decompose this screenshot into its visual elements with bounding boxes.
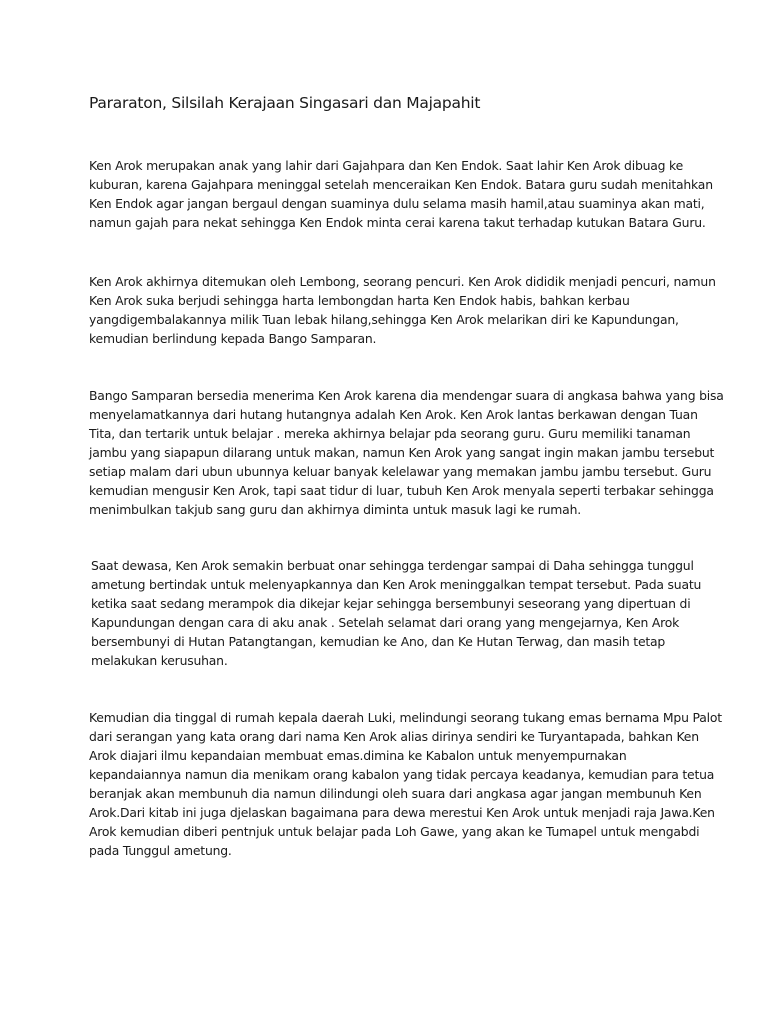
- paragraph-5: [89, 708, 722, 860]
- paragraph-line: setiap malam dari ubun ubunnya keluar banyak kelelawar yang memakan jambu jambu tersebut. Guru: [89, 464, 712, 479]
- paragraph-line: kuburan, karena Gajahpara meninggal setelah menceraikan Ken Endok. Batara guru sudah menitahkan: [89, 177, 713, 192]
- paragraph-line: Ken Arok suka berjudi sehingga harta lembongdan harta Ken Endok habis, bahkan kerbau: [89, 293, 630, 308]
- paragraph-line: Kemudian dia tinggal di rumah kepala daerah Luki, melindungi seorang tukang emas bernama Mpu Palot: [89, 710, 722, 725]
- paragraph-line: namun gajah para nekat sehingga Ken Endok minta cerai karena takut terhadap kutukan Batara Guru.: [89, 215, 706, 230]
- paragraph-line: Kapundungan dengan cara di aku anak . Setelah selamat dari orang yang mengejarnya, Ken Arok: [91, 615, 680, 630]
- paragraph-line: melakukan kerusuhan.: [91, 653, 228, 668]
- paragraph-line: Saat dewasa, Ken Arok semakin berbuat onar sehingga terdengar sampai di Daha sehingga tunggul: [91, 558, 694, 573]
- paragraph-1: [89, 156, 713, 232]
- paragraph-line: Ken Endok agar jangan bergaul dengan suaminya dulu selama masih hamil,atau suaminya akan mati,: [89, 196, 705, 211]
- paragraph-line: pada Tunggul ametung.: [89, 843, 232, 858]
- paragraph-line: Ken Arok merupakan anak yang lahir dari Gajahpara dan Ken Endok. Saat lahir Ken Arok dibuag ke: [89, 158, 684, 173]
- paragraph-line: menimbulkan takjub sang guru dan akhirnya diminta untuk masuk lagi ke rumah.: [89, 502, 581, 517]
- paragraph-line: kepandaiannya namun dia menikam orang kabalon yang tidak percaya keadanya, kemudian para tetua: [89, 767, 715, 782]
- paragraph-line: Bango Samparan bersedia menerima Ken Arok karena dia mendengar suara di angkasa bahwa yang bisa: [89, 388, 724, 403]
- paragraph-line: kemudian mengusir Ken Arok, tapi saat tidur di luar, tubuh Ken Arok menyala seperti terbakar sehingga: [89, 483, 714, 498]
- paragraph-line: Tita, dan tertarik untuk belajar . mereka akhirnya belajar pda seorang guru. Guru memiliki tanaman: [89, 426, 691, 441]
- paragraph-line: Arok.Dari kitab ini juga djelaskan bagaimana para dewa merestui Ken Arok untuk menjadi raja Jawa.Ken: [89, 805, 715, 820]
- paragraph-line: yangdigembalakannya milik Tuan lebak hilang,sehingga Ken Arok melarikan diri ke Kapundungan,: [89, 312, 679, 327]
- paragraph-3: [89, 386, 724, 519]
- paragraph-2: [89, 272, 716, 348]
- paragraph-line: Ken Arok akhirnya ditemukan oleh Lembong, seorang pencuri. Ken Arok dididik menjadi pencuri, namun: [89, 274, 716, 289]
- paragraph-line: Arok kemudian diberi pentnjuk untuk belajar pada Loh Gawe, yang akan ke Tumapel untuk mengabdi: [89, 824, 700, 839]
- paragraph-line: bersembunyi di Hutan Patangtangan, kemudian ke Ano, dan Ke Hutan Terwag, dan masih tetap: [91, 634, 666, 649]
- document-title: Pararaton, Silsilah Kerajaan Singasari dan Majapahit: [89, 94, 481, 112]
- paragraph-line: beranjak akan membunuh dia namun dilindungi oleh suara dari angkasa agar jangan membunuh Ken: [89, 786, 702, 801]
- paragraph-4: [91, 556, 702, 670]
- paragraph-line: jambu yang siapapun dilarang untuk makan, namun Ken Arok yang sangat ingin makan jambu tersebut: [89, 445, 715, 460]
- paragraph-line: ketika saat sedang merampok dia dikejar kejar sehingga bersembunyi seseorang yang dipertuan di: [91, 596, 691, 611]
- paragraph-line: menyelamatkannya dari hutang hutangnya adalah Ken Arok. Ken Arok lantas berkawan dengan Tuan: [89, 407, 698, 422]
- paragraph-line: ametung bertindak untuk melenyapkannya dan Ken Arok meninggalkan tempat tersebut. Pada suatu: [91, 577, 702, 592]
- paragraph-line: kemudian berlindung kepada Bango Samparan.: [89, 331, 377, 346]
- paragraph-line: dari serangan yang kata orang dari nama Ken Arok alias dirinya sendiri ke Turyantapada, bahkan Ken: [89, 729, 699, 744]
- paragraph-line: Arok diajari ilmu kepandaian membuat emas.dimina ke Kabalon untuk menyempurnakan: [89, 748, 627, 763]
